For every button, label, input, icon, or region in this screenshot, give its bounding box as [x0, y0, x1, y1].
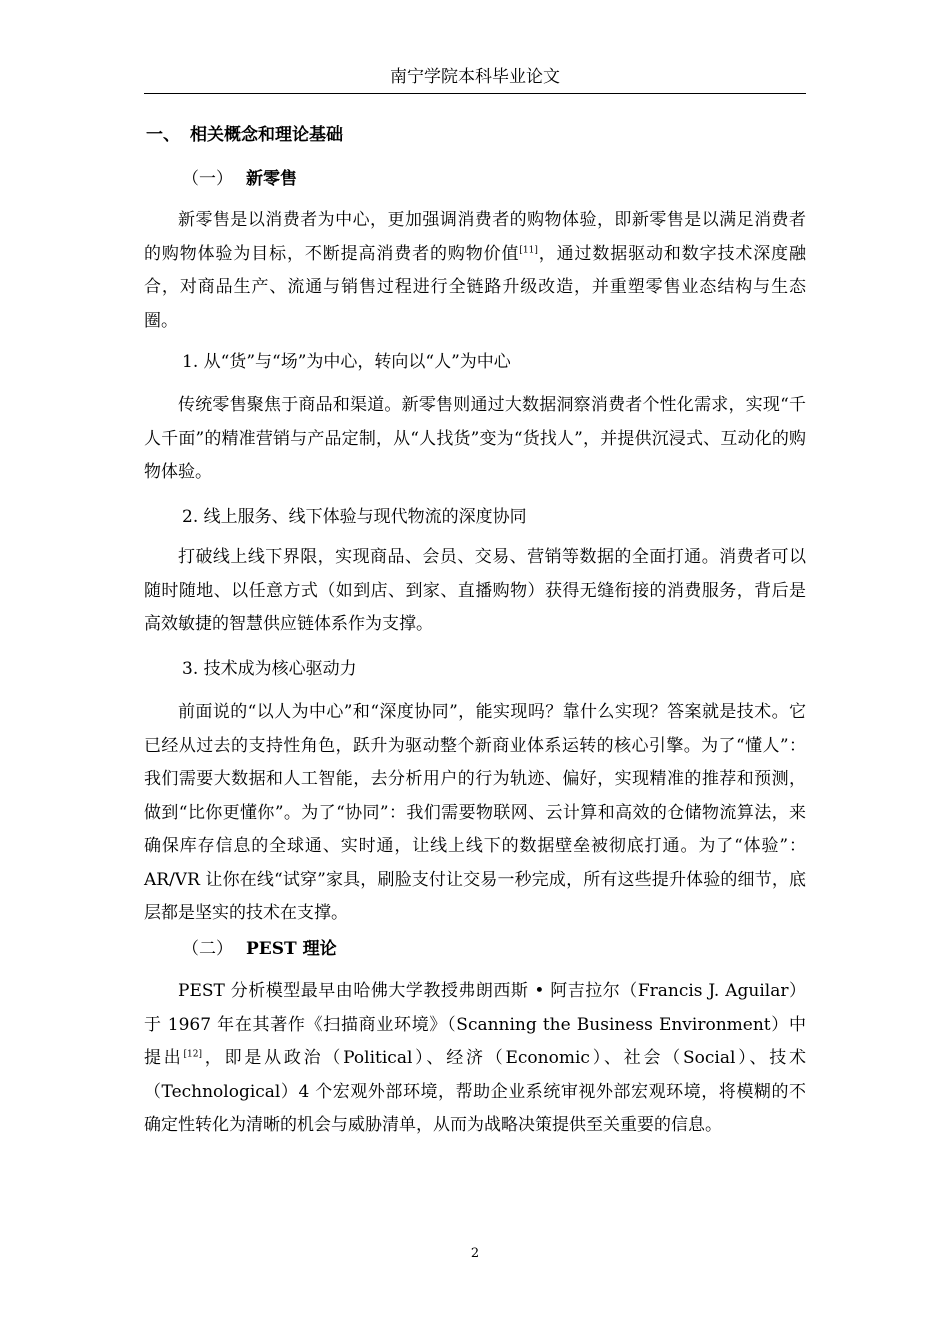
- paragraph-consumer-center: 传统零售聚焦于商品和渠道。新零售则通过大数据洞察消费者个性化需求，实现“千人千面”的精准营销与产品定制，从“人找货”变为“货找人”，并提供沉浸式、互动化的购物体验。: [144, 395, 806, 482]
- header-rule: [144, 93, 806, 94]
- subsection-heading-new-retail: [182, 167, 297, 191]
- citation-marker: [11]: [519, 244, 538, 255]
- citation-marker: [12]: [183, 1049, 203, 1060]
- section-number: 一、: [146, 125, 180, 145]
- paragraph-new-retail-definition: [144, 204, 806, 338]
- paragraph-text: ，即是从政治（Political）、经济（Economic）、社会（Social）、技术（Technological）4 个宏观外部环境，帮助企业系统审视外部宏观环境，将模糊的不确定性转化为清晰的机会与威胁清单，从而为战略决策提供至关重要的信息。: [144, 1048, 807, 1135]
- subsection-heading-pest: [182, 937, 337, 961]
- subsection-number: （一）: [182, 169, 233, 189]
- paragraph-pest-theory: [144, 975, 806, 1143]
- page-number: 2: [470, 1246, 480, 1261]
- list-item-heading-3: 3. 技术成为核心驱动力: [182, 659, 357, 679]
- paragraph-text: PEST 分析模型最早由哈佛大学教授弗朗西斯 • 阿吉拉尔（Francis J. Aguilar）于 1967 年在其著作《扫描商业环境》（Scanning the Business Environment）中提出: [144, 981, 806, 1068]
- paragraph-text: 新零售是以消费者为中心，更加强调消费者的购物体验，即新零售是以满足消费者的购物体验为目标，不断提高消费者的购物价值: [144, 210, 806, 264]
- paragraph-online-offline: 打破线上线下界限，实现商品、会员、交易、营销等数据的全面打通。消费者可以随时随地、以任意方式（如到店、到家、直播购物）获得无缝衔接的消费服务，背后是高效敏捷的智慧供应链体系作为支撑。: [144, 547, 806, 634]
- paragraph-technology: 前面说的“以人为中心”和“深度协同”，能实现吗？靠什么实现？答案就是技术。它已经从过去的支持性角色，跃升为驱动整个新商业体系运转的核心引擎。为了“懂人”：我们需要大数据和人工智能，去分析用户的行为轨迹、偏好，实现精准的推荐和预测，做到“比你更懂你”。为了“协同”：我们需要物联网、云计算和高效的仓储物流算法，来确保库存信息的全球通、实时通，让线上线下的数据壁垒被彻底打通。为了“体验”：AR/VR 让你在线“试穿”家具，刷脸支付让交易一秒完成，所有这些提升体验的细节，底层都是坚实的技术在支撑。: [144, 702, 806, 923]
- section-heading: [146, 123, 343, 147]
- subsection-number: （二）: [182, 939, 233, 959]
- list-item-heading-2: 2. 线上服务、线下体验与现代物流的深度协同: [182, 507, 527, 527]
- section-title: 相关概念和理论基础: [190, 125, 343, 145]
- running-header: 南宁学院本科毕业论文: [390, 67, 560, 87]
- subsection-title: PEST 理论: [246, 939, 337, 959]
- list-item-heading-1: 1. 从“货”与“场”为中心，转向以“人”为中心: [182, 352, 511, 372]
- subsection-title: 新零售: [246, 169, 297, 189]
- paragraph-text: ，通过数据驱动和数字技术深度融合，对商品生产、流通与销售过程进行全链路升级改造，并重塑零售业态结构与生态圈。: [144, 243, 807, 331]
